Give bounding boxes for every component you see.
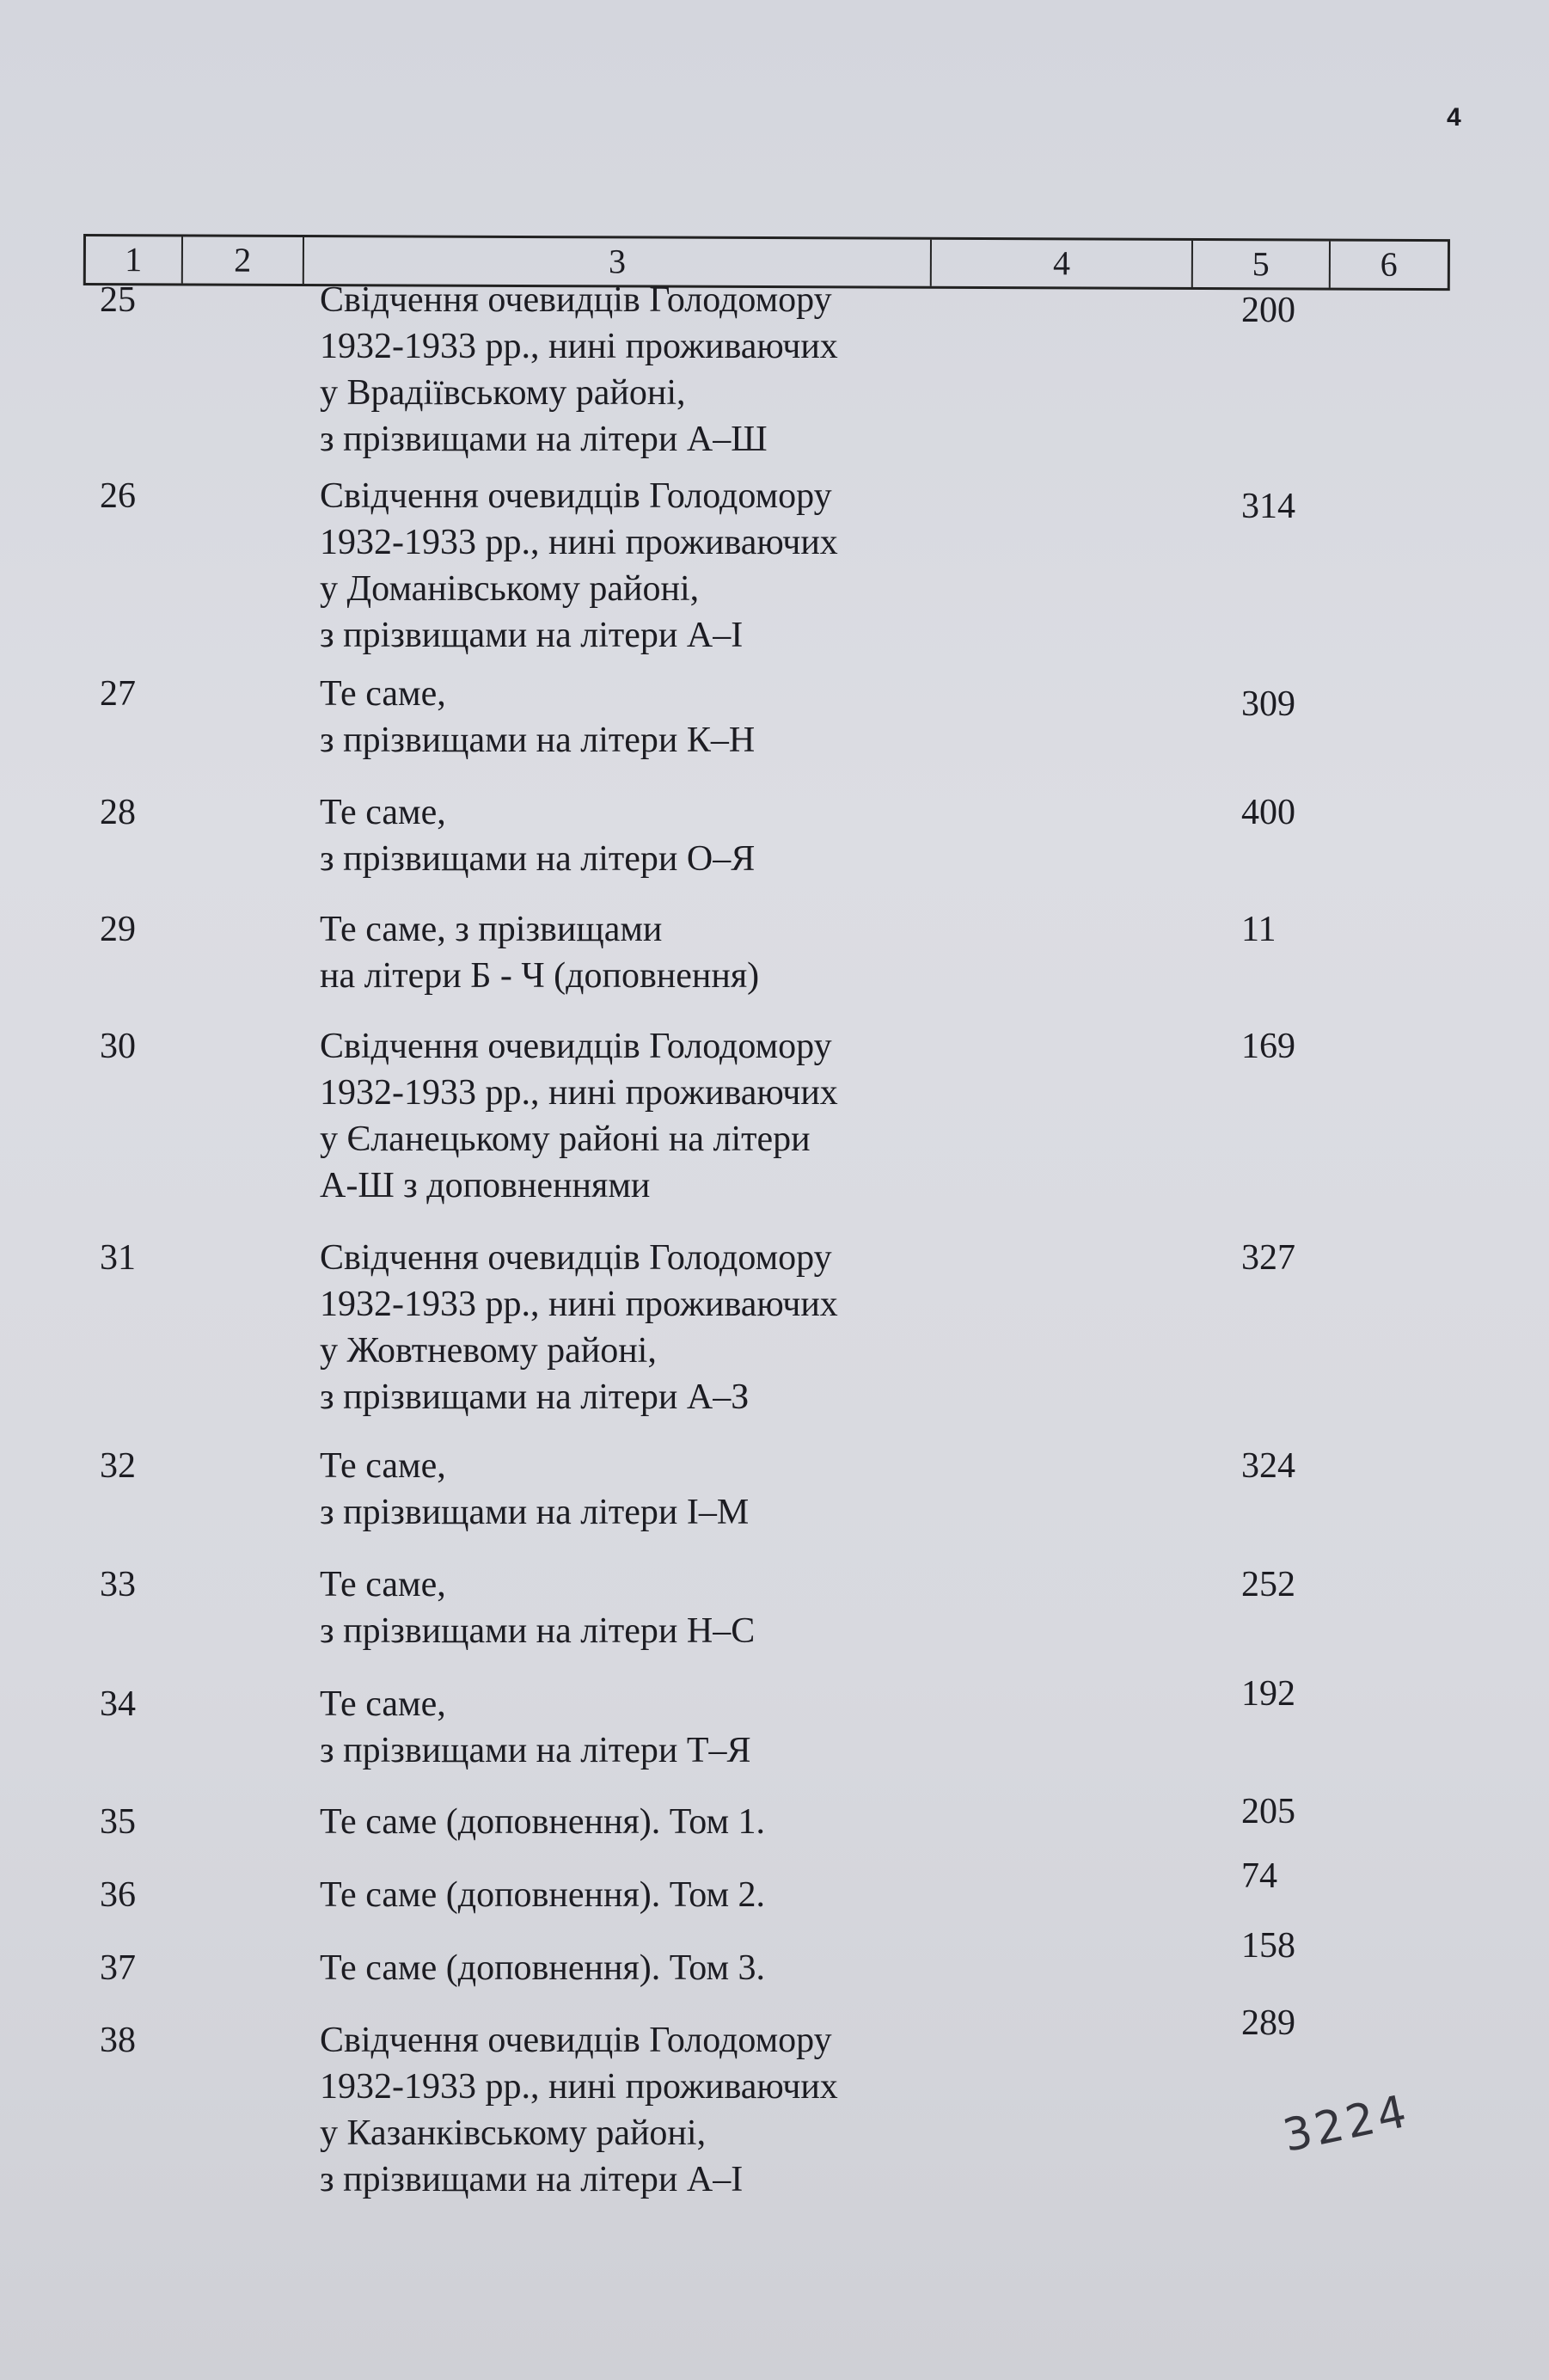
entry-title-line: у Жовтневому районі, bbox=[320, 1331, 657, 1371]
entry-title-line: Свідчення очевидців Голодомору bbox=[320, 476, 832, 516]
column-header-2: 2 bbox=[182, 236, 304, 284]
entry-title bbox=[320, 789, 755, 882]
entry-title-line: з прізвищами на літери А–З bbox=[320, 1377, 750, 1417]
entry-number: 34 bbox=[100, 1684, 136, 1724]
entry-page-count: 200 bbox=[1241, 291, 1295, 330]
entry-title-line: у Єланецькому районі на літери bbox=[320, 1119, 811, 1159]
column-header-3: 3 bbox=[304, 237, 932, 286]
entry-number: 26 bbox=[100, 476, 136, 516]
entry-number: 28 bbox=[100, 793, 136, 832]
entry-title-line: Те саме, bbox=[320, 1565, 446, 1604]
entry-title-line: 1932-1933 рр., нині проживаючих bbox=[320, 1285, 838, 1324]
entry-number: 38 bbox=[100, 2021, 136, 2060]
entry-title-line: Те саме, bbox=[320, 1446, 446, 1486]
entry-title-line: з прізвищами на літери І–М bbox=[320, 1493, 750, 1532]
entry-number: 25 bbox=[100, 280, 136, 320]
column-header-4: 4 bbox=[932, 240, 1193, 287]
entry-page-count: 400 bbox=[1241, 793, 1295, 832]
entry-title bbox=[320, 1681, 751, 1774]
entry-page-count: 314 bbox=[1241, 487, 1295, 526]
entry-title bbox=[320, 671, 755, 764]
entry-title-line: з прізвищами на літери Т–Я bbox=[320, 1731, 751, 1770]
entry-page-count: 11 bbox=[1241, 910, 1277, 949]
entry-title-line: з прізвищами на літери А–Ш bbox=[320, 420, 768, 459]
entry-title-line: Те саме (доповнення). Том 3. bbox=[320, 1948, 766, 1988]
entry-title-line: Свідчення очевидців Голодомору bbox=[320, 2021, 832, 2060]
entry-title bbox=[320, 277, 838, 463]
entry-number: 35 bbox=[100, 1802, 136, 1842]
entry-title-line: Те саме (доповнення). Том 2. bbox=[320, 1875, 766, 1915]
entry-title bbox=[320, 1945, 765, 1991]
entry-page-count: 74 bbox=[1241, 1856, 1277, 1896]
entry-number: 27 bbox=[100, 674, 136, 714]
entry-title-line: з прізвищами на літери Н–С bbox=[320, 1611, 756, 1651]
handwritten-total: 3224 bbox=[1278, 2085, 1415, 2162]
entry-page-count: 289 bbox=[1241, 2003, 1295, 2043]
entry-number: 29 bbox=[100, 910, 136, 949]
entry-title-line: у Казанківському районі, bbox=[320, 2113, 707, 2153]
entry-title bbox=[320, 1235, 838, 1420]
entry-title bbox=[320, 1023, 838, 1209]
entry-number: 32 bbox=[100, 1446, 136, 1486]
entry-title-line: з прізвищами на літери А–І bbox=[320, 2160, 744, 2199]
entry-number: 33 bbox=[100, 1565, 136, 1604]
entry-title-line: Те саме, з прізвищами bbox=[320, 910, 663, 949]
entry-page-count: 169 bbox=[1241, 1027, 1295, 1066]
entry-title-line: 1932-1933 рр., нині проживаючих bbox=[320, 523, 838, 562]
entry-number: 30 bbox=[100, 1027, 136, 1066]
entry-title-line: з прізвищами на літери А–І bbox=[320, 616, 744, 655]
entry-title-line: у Доманівському районі, bbox=[320, 569, 700, 609]
entry-page-count: 324 bbox=[1241, 1446, 1295, 1486]
entry-page-count: 205 bbox=[1241, 1792, 1295, 1831]
entry-page-count: 192 bbox=[1241, 1674, 1295, 1714]
page-number: 4 bbox=[1447, 103, 1461, 132]
column-header-6: 6 bbox=[1380, 244, 1398, 284]
entry-page-count: 327 bbox=[1241, 1238, 1295, 1278]
entry-title-line: Те саме (доповнення). Том 1. bbox=[320, 1802, 766, 1842]
entry-title-line: Те саме, bbox=[320, 1684, 446, 1724]
entry-title-line: Свідчення очевидців Голодомору bbox=[320, 280, 832, 320]
entry-title-line: з прізвищами на літери К–Н bbox=[320, 721, 756, 760]
entry-title bbox=[320, 1443, 749, 1536]
entry-title-line: у Врадіївському районі, bbox=[320, 373, 686, 413]
entry-title bbox=[320, 1799, 765, 1845]
entry-title-line: Те саме, bbox=[320, 793, 446, 832]
entry-title bbox=[320, 473, 838, 659]
entry-title-line: 1932-1933 рр., нині проживаючих bbox=[320, 327, 838, 366]
entry-title-line: А-Ш з доповненнями bbox=[320, 1166, 651, 1205]
entry-title-line: з прізвищами на літери О–Я bbox=[320, 839, 756, 879]
entry-number: 36 bbox=[100, 1875, 136, 1915]
entry-page-count: 309 bbox=[1241, 684, 1295, 724]
entry-title bbox=[320, 1561, 755, 1654]
entry-title-line: Свідчення очевидців Голодомору bbox=[320, 1027, 832, 1066]
column-header-5: 5 bbox=[1193, 241, 1331, 288]
entry-number: 37 bbox=[100, 1948, 136, 1988]
entry-page-count: 158 bbox=[1241, 1926, 1295, 1966]
entry-title bbox=[320, 2017, 838, 2203]
entry-title bbox=[320, 1872, 765, 1918]
entry-page-count: 252 bbox=[1241, 1565, 1295, 1604]
entry-title-line: 1932-1933 рр., нині проживаючих bbox=[320, 2067, 838, 2107]
entry-title-line: Свідчення очевидців Голодомору bbox=[320, 1238, 832, 1278]
entry-title-line: Те саме, bbox=[320, 674, 446, 714]
entry-title-line: 1932-1933 рр., нині проживаючих bbox=[320, 1073, 838, 1113]
entry-title bbox=[320, 906, 759, 999]
column-header-1: 1 bbox=[86, 236, 183, 283]
entry-number: 31 bbox=[100, 1238, 136, 1278]
entry-title-line: на літери Б - Ч (доповнення) bbox=[320, 956, 760, 996]
